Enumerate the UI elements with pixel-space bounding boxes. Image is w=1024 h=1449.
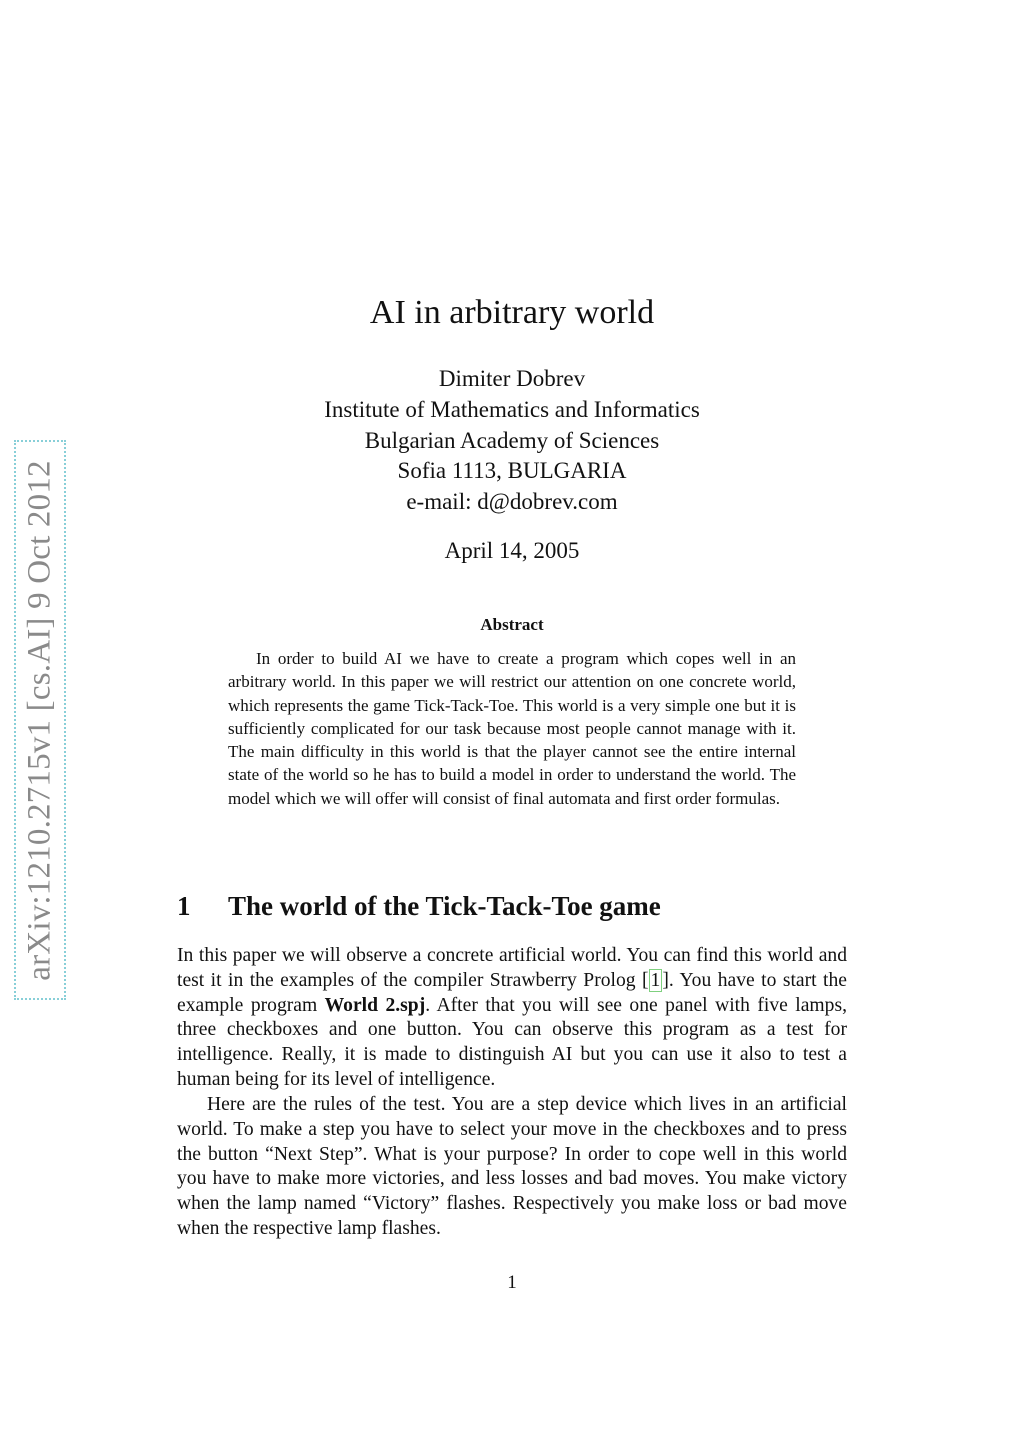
arxiv-identifier-stamp — [14, 440, 66, 1000]
author-city: Sofia 1113, BULGARIA — [397, 458, 627, 484]
author-block — [0, 364, 1024, 518]
abstract-heading: Abstract — [480, 615, 544, 634]
section-heading — [177, 888, 661, 924]
author-name: Dimiter Dobrev — [438, 366, 586, 391]
page-number: 1 — [507, 1272, 517, 1293]
section-number: 1 — [177, 891, 191, 921]
abstract-text-content: In order to build AI we have to create a program which copes well in an arbitrary world. In this paper we will restrict our attention on one concrete world, which represents the game Tick-Tack-Toe. This world is a very simple one but it is sufficiently complicated for our task because most people cannot manage with it. The main difficulty in this world is that the player cannot see the entire internal state of the world so he has to build a model in order to understand the world. The model which we will offer will consist of final automata and first order formulas. — [228, 649, 796, 808]
body-paragraph-2: Here are the rules of the test. You are a step device which lives in an artificial world. To make a step you have to select your move in the checkboxes and to press the button “Next Step”. What is your purpose? In order to cope well in this world you have to make more victories, and less losses and bad moves. You make victory when the lamp named “Victory” flashes. Respectively you make loss or bad move when the respective lamp flashes. — [177, 1094, 847, 1239]
para1-text-c: . After that you will see one panel with five lamps, three checkboxes and one button. You can observe this program as a test for intelligence. Really, it is made to distinguish AI but you can use it also to test a human being for its level of intelligence. — [177, 994, 847, 1090]
section-title: The world of the Tick-Tack-Toe game — [228, 891, 661, 921]
author-email: e-mail: d@dobrev.com — [406, 489, 618, 515]
paper-date: April 14, 2005 — [444, 538, 580, 563]
body-paragraph-1 — [177, 944, 847, 1093]
citation-link[interactable]: 1 — [650, 969, 661, 991]
program-name: World 2.spj — [324, 994, 426, 1016]
abstract-text — [228, 647, 796, 810]
para1-text-b: ]. You have to start the example program — [177, 969, 847, 1016]
author-institute: Institute of Mathematics and Informatics — [324, 396, 700, 422]
paper-title: AI in arbitrary world — [369, 294, 655, 331]
para1-text-a: In this paper we will observe a concrete artificial world. You can find this world and test it in the examples of the compiler Strawberry Prolog [ — [177, 945, 847, 991]
author-academy: Bulgarian Academy of Sciences — [364, 427, 660, 453]
arxiv-identifier-text: arXiv:1210.2715v1 [cs.AI] 9 Oct 2012 — [21, 459, 58, 981]
